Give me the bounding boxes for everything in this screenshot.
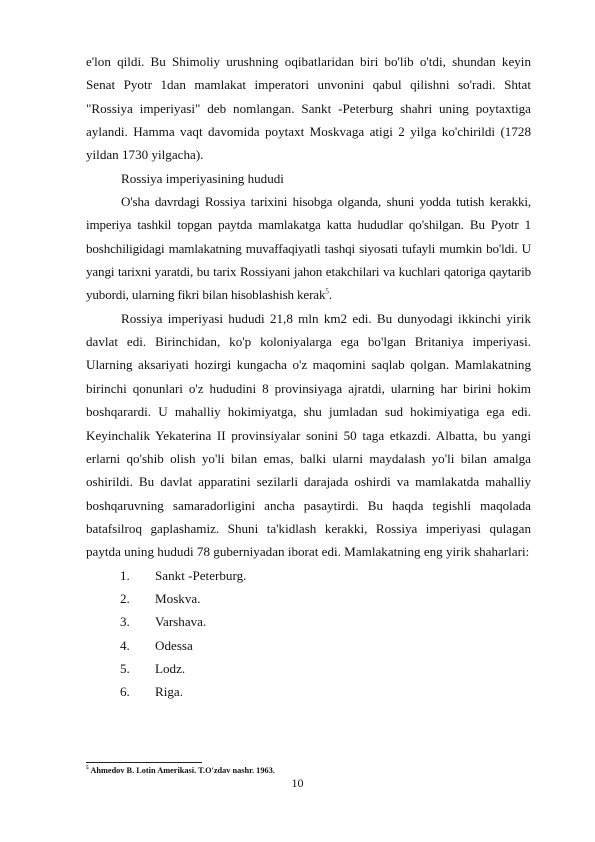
list-item-number: 5.	[120, 660, 130, 676]
paragraph-territory-text: O'sha davrdagi Rossiya tarixini hisobga olganda, shuni yodda tutish kerakki, imperiya tashkil topgan paytda mamlakatga katta hududlar qo'shilgan. Bu Pyotr 1 boshchiligidagi mamlakatning muvaffaqiyatli tashqi siyosati tufayli mumkin bo'ldi. U yangi tarixni yaratdi, bu tarix Rossiyani jahon etakchilari va kuchlari qatoriga qaytarib yubordi, ularning fikri bilan hisoblashish kerak	[86, 194, 531, 303]
footnote-divider	[86, 762, 202, 763]
list-item-number: 4.	[120, 637, 130, 653]
paragraph-area: Rossiya imperiyasi hududi 21,8 mln km2 edi. Bu dunyodagi ikkinchi yirik davlat edi. Birinchidan, ko'p koloniyalarga ega bo'lgan Britaniya imperiyasi. Ularning aksariyati hozirgi kungacha o'z maqomini saqlab qolgan. Mamlakatning birinchi qonunlari o'z hududini 8 provinsiyaga ajratdi, ularning har birini hokim boshqarardi. U mahalliy hokimiyatga, shu jumladan sud hokimiyatiga ega edi. Keyinchalik Yekaterina II provinsiyalar sonini 50 taga etkazdi. Albatta, bu yangi erlarni qo'shib olish yo'li bilan emas, balki ularni maydalash yo'li bilan amalga oshirildi. Bu davlat apparatini sezilarli darajada oshirdi va mamlakatda mahalliy boshqaruvning samaradorligini ancha pasaytirdi. Bu haqda tegishli maqolada batafsilroq gaplashamiz. Shuni ta'kidlash kerakki, Rossiya imperiyasi qulagan paytda uning hududi 78 guberniyadan iborat edi. Mamlakatning eng yirik shaharlari:	[86, 310, 531, 560]
list-item-number: 2.	[120, 590, 130, 606]
list-item-city: Odessa	[155, 637, 193, 653]
footnote-number: 5	[86, 765, 89, 772]
list-item-number: 3.	[120, 614, 130, 630]
page-number: 10	[291, 776, 304, 790]
city-list	[86, 564, 531, 704]
list-item	[86, 680, 531, 703]
footnote-text: Ahmedov B. Lotin Amerikasi. T.O'zdav nashr. 1963.	[88, 766, 275, 775]
list-item	[86, 657, 531, 680]
section-heading: Rossiya imperiyasining hududi	[121, 170, 284, 186]
paragraph-intro: e'lon qildi. Bu Shimoliy urushning oqibatlaridan biri bo'lib o'tdi, shundan keyin Senat Pyotr 1dan mamlakat imperatori unvonini qabul qilishni so'radi. Shtat "Rossiya imperiyasi" deb nomlangan. Sankt -Peterburg shahri uning poytaxtiga aylandi. Hamma vaqt davomida poytaxt Moskvaga atigi 2 yilga ko'chirildi (1728 yildan 1730 yilgacha).	[86, 54, 531, 163]
footnote-ref: 5	[325, 288, 329, 297]
paragraph-territory-end: .	[328, 287, 332, 303]
list-item	[86, 587, 531, 610]
list-item-city: Sankt -Peterburg.	[155, 567, 247, 583]
list-item-city: Lodz.	[155, 660, 186, 676]
list-item-city: Moskva.	[155, 590, 201, 606]
paragraph-territory	[86, 190, 531, 307]
page-body	[86, 50, 531, 704]
list-item	[86, 634, 531, 657]
list-item-number: 6.	[120, 684, 130, 700]
list-item	[86, 564, 531, 587]
list-item-city: Riga.	[155, 684, 184, 700]
list-item-city: Varshava.	[155, 614, 207, 630]
list-item-number: 1.	[120, 567, 130, 583]
list-item	[86, 610, 531, 633]
